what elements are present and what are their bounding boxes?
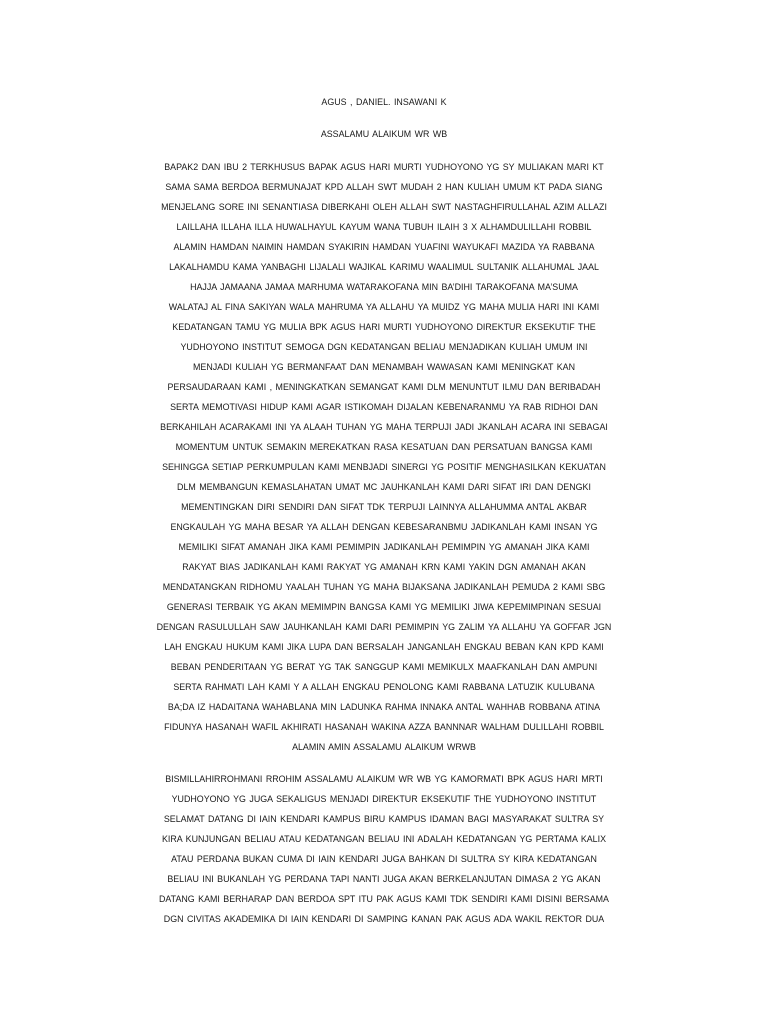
text-line: YUDHOYONO YG JUGA SEKALIGUS MENJADI DIREKTUR EKSEKUTIF THE YUDHOYONO INSTITUT xyxy=(171,794,597,804)
text-line: DATANG KAMI BERHARAP DAN BERDOA SPT ITU PAK AGUS KAMI TDK SENDIRI KAMI DISINI BERSAMA xyxy=(159,894,609,904)
text-line: ENGKAULAH YG MAHA BESAR YA ALLAH DENGAN KEBESARANBMU JADIKANLAH KAMI INSAN YG xyxy=(170,522,598,532)
text-line: RAKYAT BIAS JADIKANLAH KAMI RAKYAT YG AMANAH KRN KAMI YAKIN DGN AMANAH AKAN xyxy=(182,562,586,572)
text-line: SELAMAT DATANG DI IAIN KENDARI KAMPUS BIRU KAMPUS IDAMAN BAGI MASYARAKAT SULTRA SY xyxy=(163,814,605,824)
author-line: AGUS , DANIEL. INSAWANI K xyxy=(321,97,447,107)
text-line: ATAU PERDANA BUKAN CUMA DI IAIN KENDARI JUGA BAHKAN DI SULTRA SY KIRA KEDATANGAN xyxy=(171,854,597,864)
text-line: LAILLAHA ILLAHA ILLA HUWALHAYUL KAYUM WANA TUBUH ILAIH 3 X ALHAMDULILLAHI ROBBIL xyxy=(176,222,592,232)
text-line: MENDATANGKAN RIDHOMU YAALAH TUHAN YG MAHA BIJAKSANA JADIKANLAH PEMUDA 2 KAMI SBG xyxy=(162,582,606,592)
text-line: SAMA SAMA BERDOA BERMUNAJAT KPD ALLAH SWT MUDAH 2 HAN KULIAH UMUM KT PADA SIANG xyxy=(165,182,603,192)
text-line: LAKALHAMDU KAMA YANBAGHI LIJALALI WAJIKAL KARIMU WAALIMUL SULTANIK ALLAHUMAL JAAL xyxy=(169,262,599,272)
text-line: DGN CIVITAS AKADEMIKA DI IAIN KENDARI DI SAMPING KANAN PAK AGUS ADA WAKIL REKTOR DUA xyxy=(163,914,605,924)
text-line: MEMENTINGKAN DIRI SENDIRI DAN SIFAT TDK TERPUJI LAINNYA ALLAHUMMA ANTAL AKBAR xyxy=(181,502,587,512)
text-line: LAH ENGKAU HUKUM KAMI JIKA LUPA DAN BERSALAH JANGANLAH ENGKAU BEBAN KAN KPD KAMI xyxy=(164,642,604,652)
text-line: BA;DA IZ HADAITANA WAHABLANA MIN LADUNKA RAHMA INNAKA ANTAL WAHHAB ROBBANA ATINA xyxy=(167,702,601,712)
text-line: DENGAN RASULULLAH SAW JAUHKANLAH KAMI DARI PEMIMPIN YG ZALIM YA ALLAHU YA GOFFAR JGN xyxy=(156,622,612,632)
text-line: BISMILLAHIRROHMANI RROHIM ASSALAMU ALAIKUM WR WB YG KAMORMATI BPK AGUS HARI MRTI xyxy=(165,774,603,784)
text-line: MOMENTUM UNTUK SEMAKIN MEREKATKAN RASA KESATUAN DAN PERSATUAN BANGSA KAMI xyxy=(175,442,593,452)
text-line: MENJADI KULIAH YG BERMANFAAT DAN MENAMBAH WAWASAN KAMI MENINGKAT KAN xyxy=(193,362,575,372)
text-line: MEMILIKI SIFAT AMANAH JIKA KAMI PEMIMPIN JADIKANLAH PEMIMPIN YG AMANAH JIKA KAMI xyxy=(178,542,590,552)
text-line: ALAMIN HAMDAN NAIMIN HAMDAN SYAKIRIN HAMDAN YUAFINI WAYUKAFI MAZIDA YA RABBANA xyxy=(173,242,595,252)
text-line: YUDHOYONO INSTITUT SEMOGA DGN KEDATANGAN BELIAU MENJADIKAN KULIAH UMUM INI xyxy=(180,342,588,352)
text-line: WALATAJ AL FINA SAKIYAN WALA MAHRUMA YA ALLAHU YA MUIDZ YG MAHA MULIA HARI INI KAMI xyxy=(168,302,600,312)
salutation: ASSALAMU ALAIKUM WR WB xyxy=(320,129,448,139)
text-line: FIDUNYA HASANAH WAFIL AKHIRATI HASANAH WAKINA AZZA BANNNAR WALHAM DULILLAHI ROBBIL xyxy=(164,722,604,732)
text-line: HAJJA JAMAANA JAMAA MARHUMA WATARAKOFANA MIN BA’DIHI TARAKOFANA MA’SUMA xyxy=(190,282,578,292)
text-line: MENJELANG SORE INI SENANTIASA DIBERKAHI OLEH ALLAH SWT NASTAGHFIRULLAHAL AZIM ALLAZI xyxy=(161,202,607,212)
text-line: ALAMIN AMIN ASSALAMU ALAIKUM WRWB xyxy=(292,742,476,752)
text-line: BEBAN PENDERITAAN YG BERAT YG TAK SANGGUP KAMI MEMIKULX MAAFKANLAH DAN AMPUNI xyxy=(170,662,598,672)
text-line: GENERASI TERBAIK YG AKAN MEMIMPIN BANGSA KAMI YG MEMILIKI JIWA KEPEMIMPINAN SESUAI xyxy=(166,602,602,612)
text-line: DLM MEMBANGUN KEMASLAHATAN UMAT MC JAUHKANLAH KAMI DARI SIFAT IRI DAN DENGKI xyxy=(177,482,591,492)
text-line: SEHINGGA SETIAP PERKUMPULAN KAMI MENBJADI SINERGI YG POSITIF MENGHASILKAN KEKUATAN xyxy=(162,462,606,472)
text-line: KIRA KUNJUNGAN BELIAU ATAU KEDATANGAN BELIAU INI ADALAH KEDATANGAN YG PERTAMA KALIX xyxy=(161,834,606,844)
text-line: KEDATANGAN TAMU YG MULIA BPK AGUS HARI MURTI YUDHOYONO DIREKTUR EKSEKUTIF THE xyxy=(172,322,596,332)
text-line: SERTA MEMOTIVASI HIDUP KAMI AGAR ISTIKOMAH DIJALAN KEBENARANMU YA RAB RIDHOI DAN xyxy=(170,402,598,412)
text-line: BERKAHILAH ACARAKAMI INI YA ALAAH TUHAN YG MAHA TERPUJI JADI JKANLAH ACARA INI SEBAGAI xyxy=(160,422,608,432)
text-line: BAPAK2 DAN IBU 2 TERKHUSUS BAPAK AGUS HARI MURTI YUDHOYONO YG SY MULIAKAN MARI KT xyxy=(164,162,604,172)
text-line: PERSAUDARAAN KAMI , MENINGKATKAN SEMANGAT KAMI DLM MENUNTUT ILMU DAN BERIBADAH xyxy=(167,382,601,392)
text-line: BELIAU INI BUKANLAH YG PERDANA TAPI NANTI JUGA AKAN BERKELANJUTAN DIMASA 2 YG AKAN xyxy=(167,874,601,884)
text-line: SERTA RAHMATI LAH KAMI Y A ALLAH ENGKAU PENOLONG KAMI RABBANA LATUZIK KULUBANA xyxy=(173,682,595,692)
